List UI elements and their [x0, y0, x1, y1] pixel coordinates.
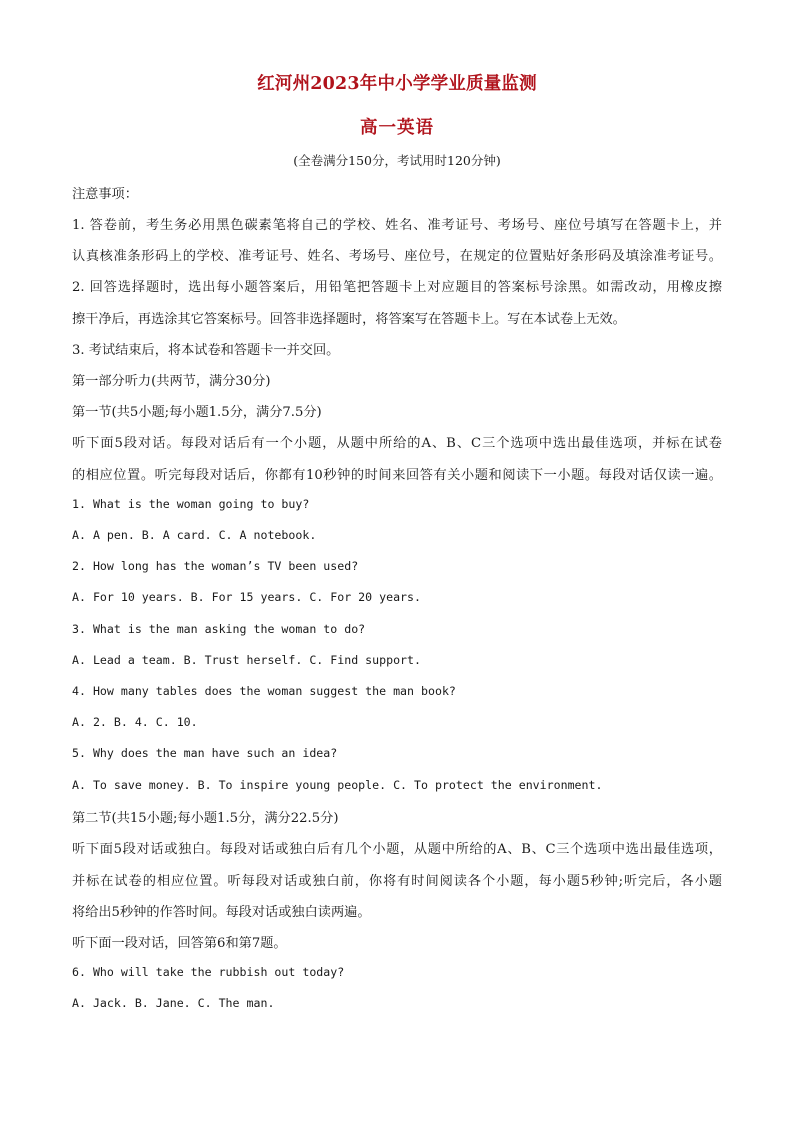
section1-directions-line-2: 的相应位置。听完每段对话后，你都有10秒钟的时间来回答有关小题和阅读下一小题。每段对话仅读一遍。 [72, 468, 722, 483]
instruction-2-line-1: 2. 回答选择题时，选出每小题答案后，用铅笔把答题卡上对应题目的答案标号涂黑。如需改动，用橡皮擦 [72, 280, 722, 295]
instruction-1-line-1: 1. 答卷前，考生务必用黑色碳素笔将自己的学校、姓名、准考证号、考场号、座位号填写在答题卡上，并 [72, 218, 722, 233]
instruction-2-line-2: 擦干净后，再选涂其它答案标号。回答非选择题时，将答案写在答题卡上。写在本试卷上无效。 [72, 312, 626, 327]
score-time-note: (全卷满分150分，考试用时120分钟) [293, 153, 501, 168]
instruction-1-line-2: 认真核准条形码上的学校、准考证号、姓名、考场号、座位号，在规定的位置贴好条形码及填涂准考证号。 [72, 249, 722, 264]
question-4-options: A. 2. B. 4. C. 10. [72, 715, 198, 729]
question-1-options: A. A pen. B. A card. C. A notebook. [72, 528, 317, 542]
question-1: 1. What is the woman going to buy? [72, 497, 310, 511]
question-2-options: A. For 10 years. B. For 15 years. C. For 20 years. [72, 590, 422, 604]
section2-directions-line-1: 听下面5段对话或独白。每段对话或独白后有几个小题，从题中所给的A、B、C三个选项中选出最佳选项， [72, 842, 722, 857]
section1-directions-line-1: 听下面5段对话。每段对话后有一个小题，从题中所给的A、B、C三个选项中选出最佳选项，并标在试卷 [72, 436, 722, 451]
section2-heading: 第二节(共15小题;每小题1.5分，满分22.5分) [72, 811, 339, 826]
dialogue-lead: 听下面一段对话，回答第6和第7题。 [72, 936, 287, 951]
exam-title: 红河州2023年中小学学业质量监测 [257, 74, 537, 94]
section2-directions-line-3: 将给出5秒钟的作答时间。每段对话或独白读两遍。 [72, 905, 371, 920]
question-2: 2. How long has the woman’s TV been used? [72, 559, 359, 573]
subject-title: 高一英语 [360, 118, 434, 138]
question-5-options: A. To save money. B. To inspire young people. C. To protect the environment. [72, 778, 603, 792]
instruction-3: 3. 考试结束后，将本试卷和答题卡一并交回。 [72, 343, 340, 358]
question-4: 4. How many tables does the woman suggest the man book? [72, 684, 456, 698]
question-6: 6. Who will take the rubbish out today? [72, 965, 345, 979]
question-3: 3. What is the man asking the woman to do? [72, 622, 366, 636]
question-5: 5. Why does the man have such an idea? [72, 746, 338, 760]
section2-directions-line-2: 并标在试卷的相应位置。听每段对话或独白前，你将有时间阅读各个小题，每小题5秒钟;听完后，各小题 [72, 874, 722, 889]
question-6-options: A. Jack. B. Jane. C. The man. [72, 996, 275, 1010]
instructions-heading: 注意事项： [72, 187, 138, 202]
question-3-options: A. Lead a team. B. Trust herself. C. Find support. [72, 653, 422, 667]
part1-heading: 第一部分听力(共两节，满分30分) [72, 374, 271, 389]
section1-heading: 第一节(共5小题;每小题1.5分，满分7.5分) [72, 405, 322, 420]
